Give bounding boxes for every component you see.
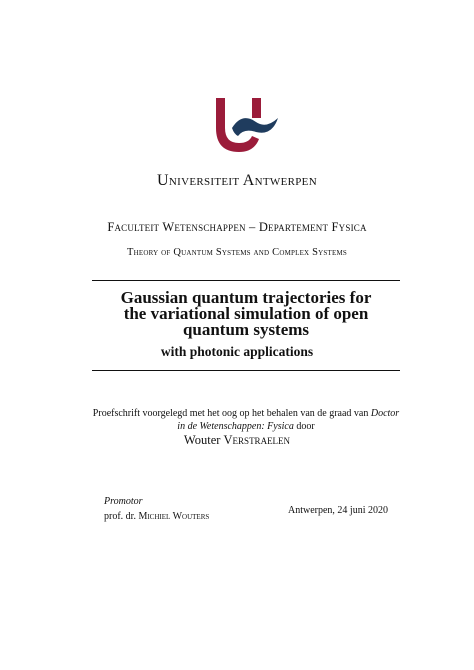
author-last-name: Verstraelen — [223, 433, 291, 447]
description-text-1: Proefschrift voorgelegd met het oog op het behalen van de graad van — [92, 408, 371, 419]
promotor-title: prof. dr. — [104, 511, 139, 522]
thesis-title-line-1: Gaussian quantum trajectories for — [120, 288, 372, 307]
place-and-date: Antwerpen, 24 juni 2020 — [288, 505, 388, 516]
promotor-name — [104, 511, 209, 522]
logo-red-stem — [252, 98, 261, 118]
bottom-rule — [92, 370, 400, 371]
thesis-subtitle: with photonic applications — [160, 344, 314, 359]
logo-blue-wave — [232, 118, 278, 136]
university-name: Universiteit Antwerpen — [157, 172, 317, 189]
thesis-description — [92, 407, 400, 433]
top-rule — [92, 280, 400, 281]
description-text-2: door — [293, 421, 315, 432]
thesis-title — [92, 290, 400, 338]
thesis-title-line-3: quantum systems — [182, 320, 310, 339]
research-group: Theory of Quantum Systems and Complex Systems — [126, 247, 347, 258]
promotor-label: Promotor — [104, 496, 143, 507]
author-name — [0, 433, 474, 448]
degree-name: Doctor — [370, 408, 400, 419]
faculty-line: Faculteit Wetenschappen – Departement Fysica — [107, 220, 367, 234]
description-field: in de Wetenschappen: Fysica — [177, 421, 294, 432]
author-first-name: Wouter — [183, 433, 224, 447]
university-logo-icon — [208, 98, 280, 156]
thesis-title-line-2: the variational simulation of open — [123, 304, 369, 323]
promotor-full-name: Michiel Wouters — [138, 511, 210, 522]
